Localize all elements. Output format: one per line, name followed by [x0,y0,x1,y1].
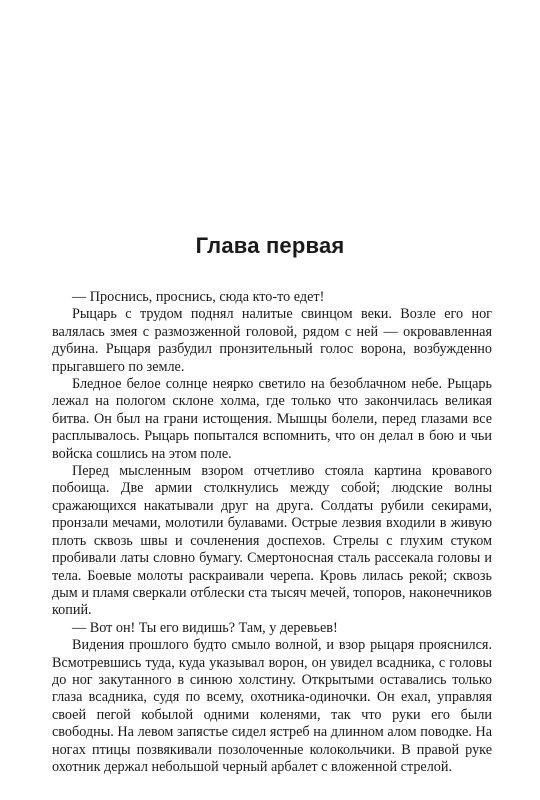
paragraph: Рыцарь с трудом поднял налитые свинцом веки. Возле его ног валялась змея с размозженной головой, рядом с ней — окровавленная дубина. Рыцаря разбудил пронзительный голос ворона, возбужденно прыгавшего по земле. [52,306,492,375]
paragraph: Перед мысленным взором отчетливо стояла картина кровавого побоища. Две армии столкнулись между собой; людские волны сражающихся накатывали друг на друга. Солдаты рубили секирами, пронзали мечами, молотили булавами. Острые лезвия входили в живую плоть сквозь швы и сочленения доспехов. Стрелы с глухим стуком пробивали латы словно бумагу. Смертоносная сталь рассекала головы и тела. Боевые молоты раскраивали черепа. Кровь лилась рекой; сквозь дым и пламя сверкали отблески ста тысяч мечей, топоров, наконечников копий. [52,463,492,619]
chapter-text [52,289,492,776]
paragraph: Бледное белое солнце неярко светило на безоблачном небе. Рыцарь лежал на пологом склоне холма, где только что закончилась великая битва. Он был на грани истощения. Мышцы болели, перед глазами все расплывалось. Рыцарь попытался вспомнить, что он делал в бою и чьи войска сошлись на этом поле. [52,376,492,462]
paragraph: Видения прошлого будто смыло волной, и взор рыцаря прояснился. Всмотревшись туда, куда указывал ворон, он увидел всадника, с головы до ног закутанного в синюю холстину. Открытыми оставались только глаза всадника, судя по всему, охотника-одиночки. Он ехал, управляя своей пегой кобылой одними коленями, так что руки его были свободны. На левом запястье сидел ястреб на длинном алом поводке. На ногах птицы позвякивали позолоченные колокольчики. В правой руке охотник держал небольшой черный арбалет с вложенной стрелой. [52,637,492,775]
paragraph: — Вот он! Ты его видишь? Там, у деревьев! [72,619,338,636]
chapter-title: Глава первая [195,233,345,258]
paragraph: — Проснись, проснись, сюда кто-то едет! [72,289,325,305]
